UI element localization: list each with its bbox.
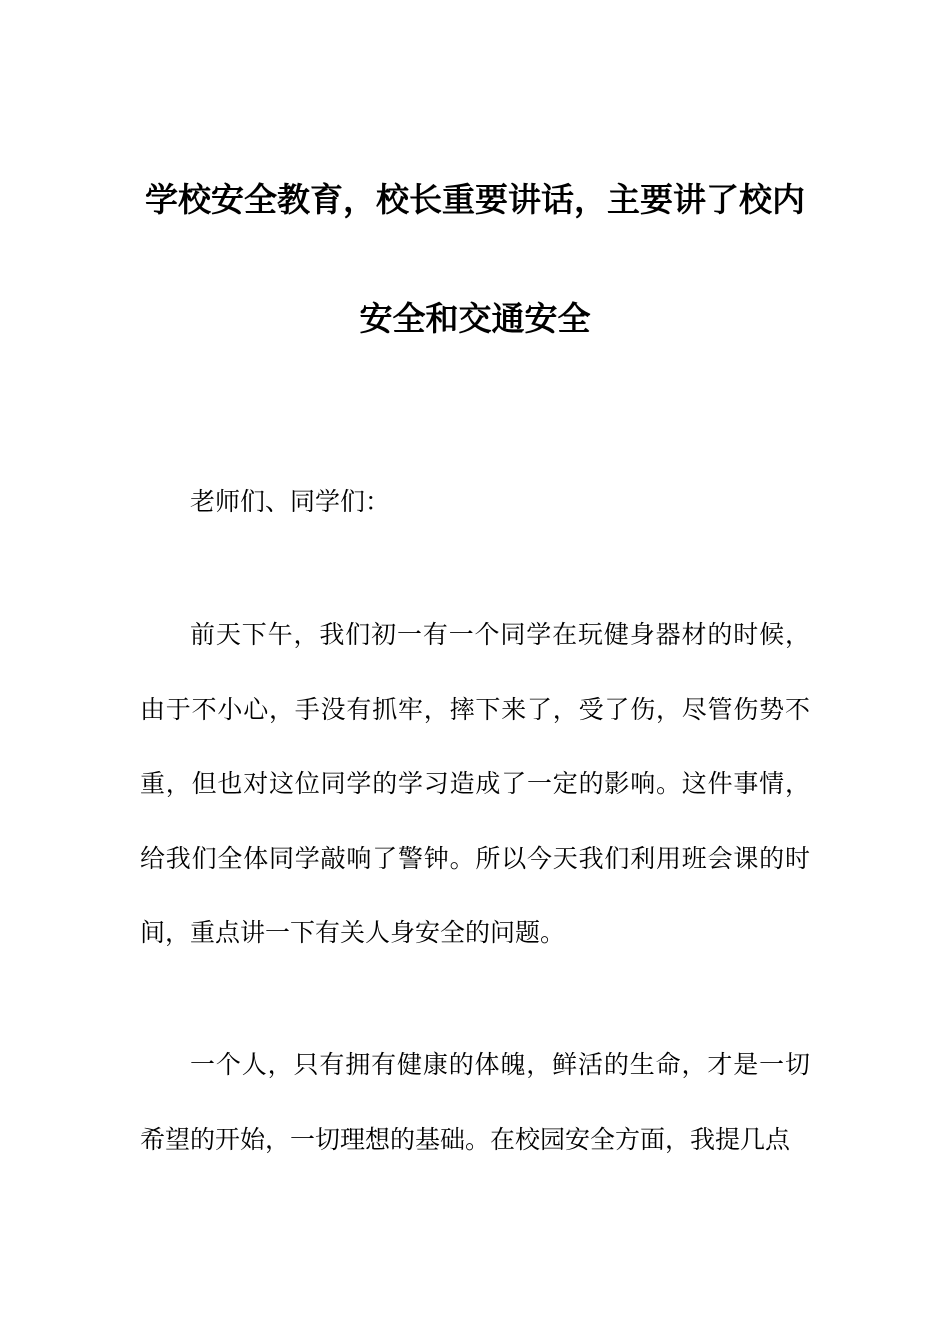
salutation: 老师们、同学们：	[190, 487, 391, 516]
paragraph-2: 一个人，只有拥有健康的体魄，鲜活的生命，才是一切希望的开始，一切理想的基础。在校园安全方面，我提几点	[140, 1050, 810, 1154]
document-title: 学校安全教育，校长重要讲话，主要讲了校内安全和交通安全	[145, 180, 805, 338]
paragraph-1: 前天下午，我们初一有一个同学在玩健身器材的时候，由于不小心，手没有抓牢，摔下来了，受了伤，尽管伤势不重，但也对这位同学的学习造成了一定的影响。这件事情，给我们全体同学敲响了警钟。所以今天我们利用班会课的时间，重点讲一下有关人身安全的问题。	[140, 620, 810, 947]
